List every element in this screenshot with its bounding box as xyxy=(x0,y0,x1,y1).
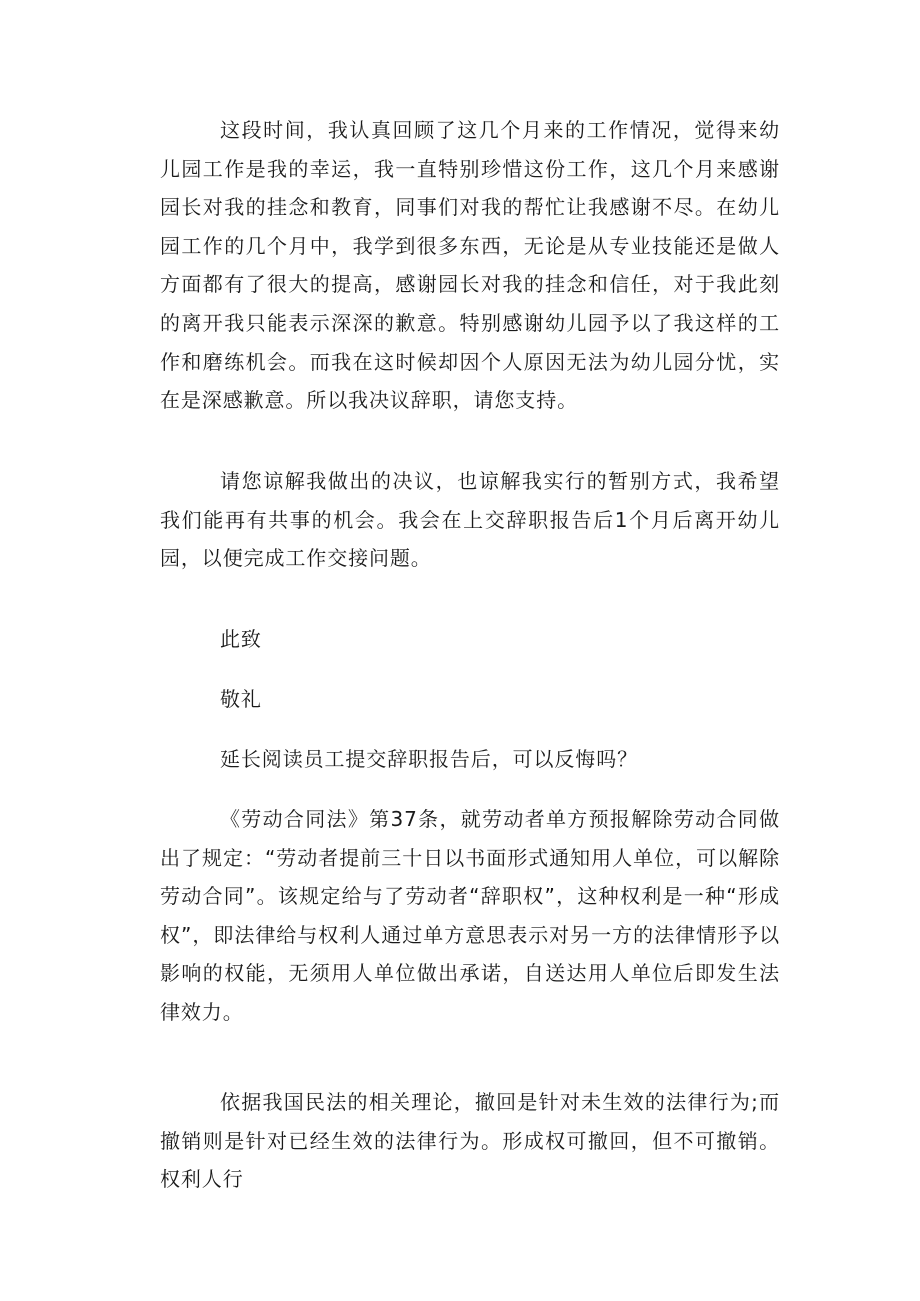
paragraph-labor-law: 《劳动合同法》第37条，就劳动者单方预报解除劳动合同做出了规定：“劳动者提前三十日以书面形式通知用人单位，可以解除劳动合同”。该规定给与了劳动者“辞职权”，这种权利是一种“形成权”，即法律给与权利人通过单方意思表示对另一方的法律情形予以影响的权能，无须用人单位做出承诺，自送达用人单位后即发生法律效力。 xyxy=(160,807,780,1024)
paragraph-civil-law-theory: 依据我国民法的相关理论，撤回是针对未生效的法律行为;而撤销则是针对已经生效的法律行为。形成权可撤回，但不可撤销。权利人行 xyxy=(160,1090,780,1192)
closing-jingli: 敬礼 xyxy=(220,687,262,711)
paragraph-understanding: 请您谅解我做出的决议，也谅解我实行的暂别方式，我希望我们能再有共事的机会。我会在上交辞职报告后1个月后离开幼儿园，以便完成工作交接问题。 xyxy=(160,469,780,571)
extended-reading-heading: 延长阅读员工提交辞职报告后，可以反悔吗？ xyxy=(220,747,638,771)
paragraph-gratitude: 这段时间，我认真回顾了这几个月来的工作情况，觉得来幼儿园工作是我的幸运，我一直特别珍惜这份工作，这几个月来感谢园长对我的挂念和教育，同事们对我的帮忙让我感谢不尽。在幼儿园工作的几个月中，我学到很多东西，无论是从专业技能还是做人方面都有了很大的提高，感谢园长对我的挂念和信任，对于我此刻的离开我只能表示深深的歉意。特别感谢幼儿园予以了我这样的工作和磨练机会。而我在这时候却因个人原因无法为幼儿园分忧，实在是深感歉意。所以我决议辞职，请您支持。 xyxy=(160,118,780,413)
closing-cizhi: 此致 xyxy=(220,627,262,651)
